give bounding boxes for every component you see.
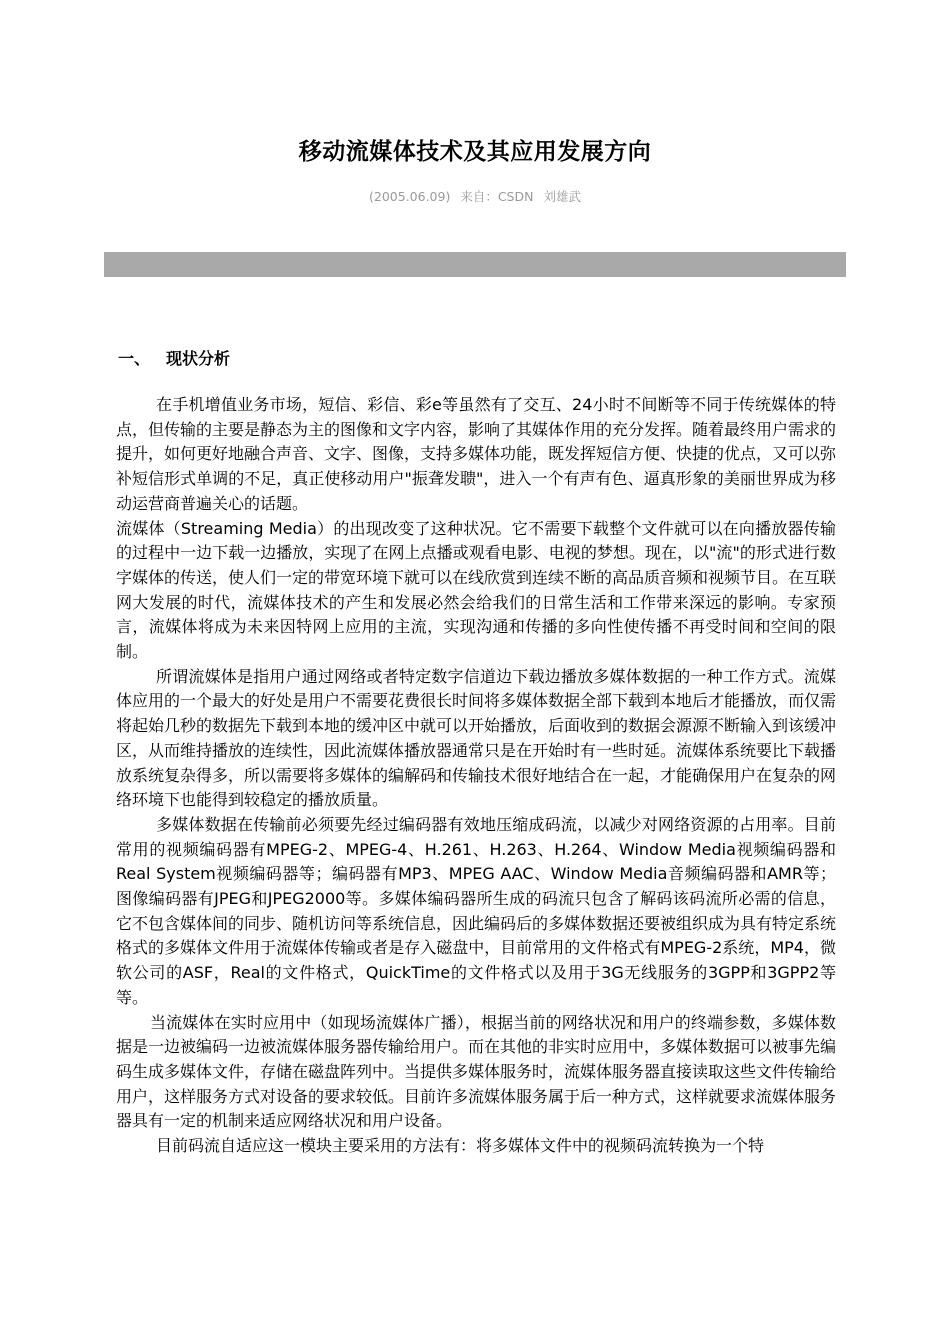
section-heading bbox=[118, 346, 230, 372]
author-name: 刘雄武 bbox=[543, 189, 581, 204]
section-number: 一、 bbox=[118, 349, 151, 368]
document-meta bbox=[0, 187, 950, 207]
paragraph: 目前码流自适应这一模块主要采用的方法有：将多媒体文件中的视频码流转换为一个特 bbox=[156, 1136, 765, 1156]
paragraph: 流媒体（Streaming Media）的出现改变了这种状况。它不需要下载整个文件就可以在向播放器传输的过程中一边下载一边播放，实现了在网上点播或观看电影、电视的梦想。现在，以"流"的形式进行数字媒体的传送，使人们一定的带宽环境下就可以在线欣赏到连续不断的高品质音频和视频节目。在互联网大发展的时代，流媒体技术的产生和发展必然会给我们的日常生活和工作带来深远的影响。专家预言，流媒体将成为未来因特网上应用的主流，实现沟通和传播的多向性使传播不再受时间和空间的限制。 bbox=[116, 518, 837, 662]
section-body bbox=[116, 393, 836, 1159]
paragraph: 多媒体数据在传输前必须要先经过编码器有效地压缩成码流，以减少对网络资源的占用率。目前常用的视频编码器有MPEG-2、MPEG-4、H.261、H.263、H.264、Window Media视频编码器和Real System视频编码器等；编码器有MP3、MPEG AAC、Window Media音频编码器和AMR等；图像编码器有JPEG和JPEG2000等。多媒体编码器所生成的码流只包含了解码该码流所必需的信息，它不包含媒体间的同步、随机访问等系统信息，因此编码后的多媒体数据还要被组织成为具有特定系统格式的多媒体文件用于流媒体传输或者是存入磁盘中，目前常用的文件格式有MPEG-2系统，MP4，微软公司的ASF，Real的文件格式，QuickTime的文件格式以及用于3G无线服务的3GPP和3GPP2等等。 bbox=[116, 814, 837, 1007]
publish-date: (2005.06.09) bbox=[369, 189, 451, 204]
paragraph: 所谓流媒体是指用户通过网络或者特定数字信道边下载边播放多媒体数据的一种工作方式。流媒体应用的一个最大的好处是用户不需要花费很长时间将多媒体数据全部下载到本地后才能播放，而仅需将起始几秒的数据先下载到本地的缓冲区中就可以开始播放，后面收到的数据会源源不断输入到该缓冲区，从而维持播放的连续性，因此流媒体播放器通常只是在开始时有一些时延。流媒体系统要比下载播放系统复杂得多，所以需要将多媒体的编解码和传输技术很好地结合在一起，才能确保用户在复杂的网络环境下也能得到较稳定的播放质量。 bbox=[116, 666, 837, 810]
header-divider-bar bbox=[104, 252, 846, 277]
paragraph: 在手机增值业务市场，短信、彩信、彩e等虽然有了交互、24小时不间断等不同于传统媒体的特点，但传输的主要是静态为主的图像和文字内容，影响了其媒体作用的充分发挥。随着最终用户需求的提升，如何更好地融合声音、文字、图像，支持多媒体功能，既发挥短信方便、快捷的优点，又可以弥补短信形式单调的不足，真正使移动用户"振聋发聩"，进入一个有声有色、逼真形象的美丽世界成为移动运营商普遍关心的话题。 bbox=[116, 395, 837, 513]
source-label: 来自：CSDN bbox=[460, 189, 534, 204]
document-title: 移动流媒体技术及其应用发展方向 bbox=[298, 139, 652, 165]
paragraph: 当流媒体在实时应用中（如现场流媒体广播），根据当前的网络状况和用户的终端参数，多媒体数据是一边被编码一边被流媒体服务器传输给用户。而在其他的非实时应用中，多媒体数据可以被事先编码生成多媒体文件，存储在磁盘阵列中。当提供多媒体服务时，流媒体服务器直接读取这些文件传输给用户，这样服务方式对设备的要求较低。目前许多流媒体服务属于后一种方式，这样就要求流媒体服务器具有一定的机制来适应网络状况和用户设备。 bbox=[116, 1012, 837, 1131]
section-title: 现状分析 bbox=[166, 349, 231, 368]
